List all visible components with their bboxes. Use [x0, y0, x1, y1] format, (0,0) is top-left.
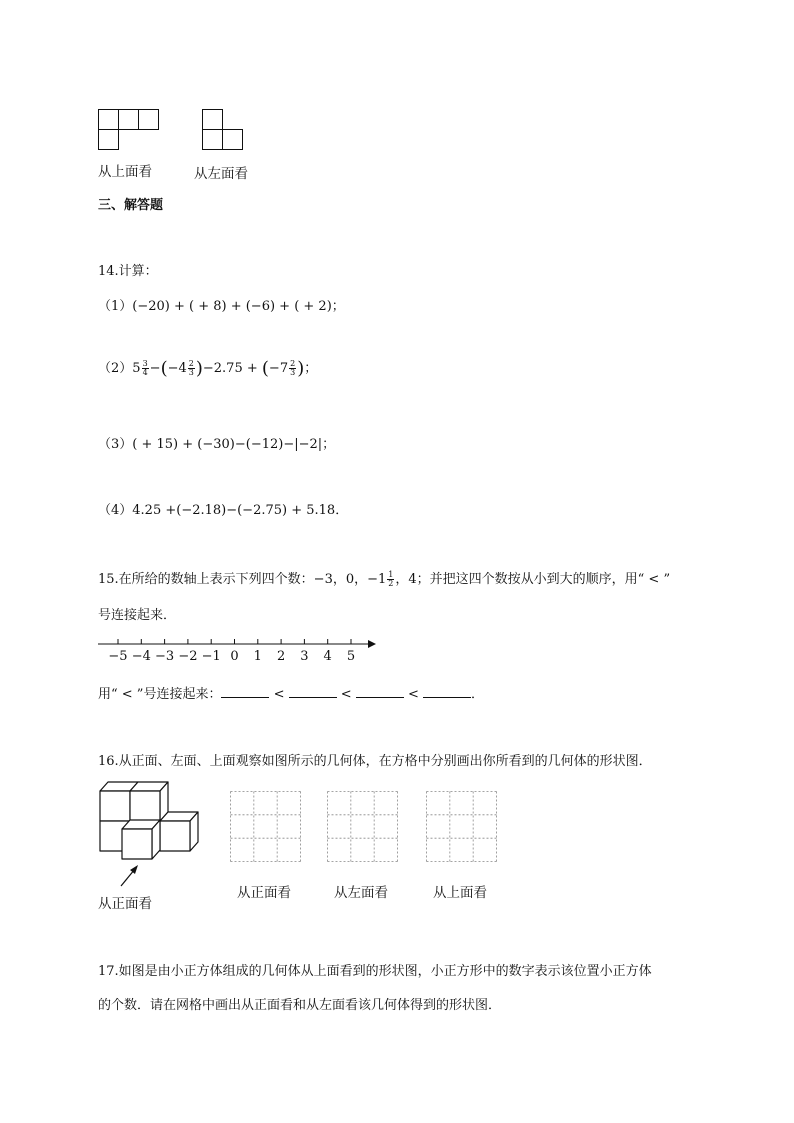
answer-blank-4[interactable]: [423, 685, 471, 698]
answer-blank-1[interactable]: [221, 685, 269, 698]
q14-part2: （2）5 $\frac{3}{4}$ −(−4 $\frac{2}{3}$ )−2.75 + (−7 $\frac{2}{3}$ )；: [98, 358, 318, 379]
q17-line1: 17.如图是由小正方体组成的几何体从上面看到的形状图，小正方形中的数字表示该位置小正方体: [98, 964, 652, 979]
axis-tick-label: 1: [253, 649, 262, 664]
q16-text: 16.从正面、左面、上面观察如图所示的几何体，在方格中分别画出你所看到的几何体的形状图．: [98, 754, 652, 769]
arrow-caption: 从正面看: [98, 896, 152, 912]
front-view-grid[interactable]: [230, 791, 302, 863]
axis-tick-label: −5: [108, 649, 128, 664]
q14-title: 14.计算：: [98, 264, 158, 279]
left-view-grid[interactable]: [327, 791, 399, 863]
top-view-grid[interactable]: [426, 791, 498, 863]
answer-blank-3[interactable]: [356, 685, 404, 698]
axis-tick-label: 5: [346, 649, 356, 664]
left-view-figure: [202, 109, 246, 153]
q15-line2: 号连接起来．: [98, 608, 177, 623]
axis-tick-label: 3: [300, 649, 309, 664]
grid-caption-front: 从正面看: [237, 885, 291, 901]
cube-solid-figure: [100, 782, 210, 862]
axis-tick-label: −4: [131, 649, 151, 664]
q17-line2: 的个数．请在网格中画出从正面看和从左面看该几何体得到的形状图．: [98, 998, 502, 1013]
q14-part3: （3）( + 15) + (−30)−(−12)−|−2|；: [98, 437, 336, 452]
q14-part4: （4）4.25 +(−2.18)−(−2.75) + 5.18．: [98, 503, 349, 518]
top-view-caption: 从上面看: [98, 164, 152, 180]
grid-caption-top: 从上面看: [433, 885, 487, 901]
grid-caption-left: 从左面看: [334, 885, 388, 901]
q15-answer-line: 用“ < ”号连接起来： < < < ．: [98, 687, 485, 702]
axis-tick-label: 2: [276, 649, 286, 664]
axis-tick-label: 0: [230, 649, 239, 664]
q15-line1: 15.在所给的数轴上表示下列四个数：−3，0，−1 $\frac{1}{2}$ ，4；并把这四个数按从小到大的顺序，用“ < ”: [98, 570, 671, 588]
number-line: [98, 636, 388, 666]
section-title: 三、解答题: [98, 198, 164, 213]
top-view-figure: [98, 109, 162, 153]
axis-tick-label: −2: [178, 649, 198, 664]
axis-tick-label: 4: [323, 649, 332, 664]
axis-tick-label: −3: [155, 649, 175, 664]
q14-part1: （1）(−20) + ( + 8) + (−6) + ( + 2)；: [98, 299, 345, 314]
view-arrow-icon: [118, 864, 142, 890]
left-view-caption: 从左面看: [194, 166, 248, 182]
answer-blank-2[interactable]: [289, 685, 337, 698]
axis-tick-label: −1: [201, 649, 221, 664]
